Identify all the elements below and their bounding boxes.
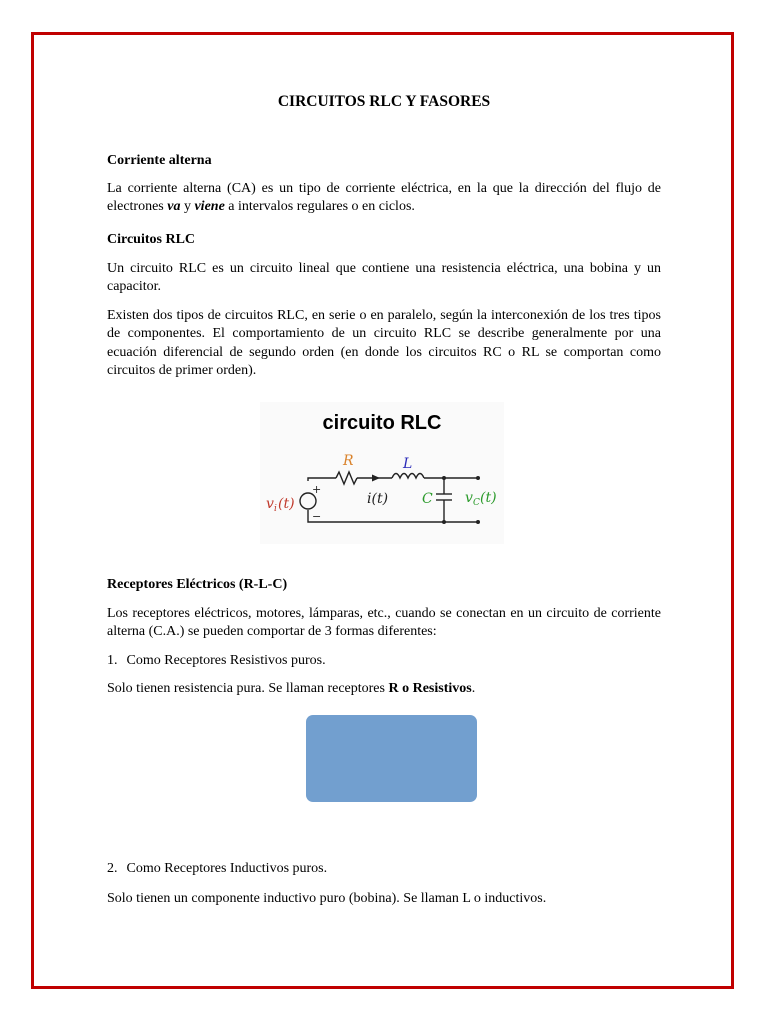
- current-arrow-icon: [372, 475, 380, 482]
- node-dot: [442, 476, 446, 480]
- paragraph-corriente-alterna: [107, 180, 661, 217]
- inductor-symbol: [392, 474, 424, 479]
- section-corriente-alterna: [107, 152, 661, 217]
- resistor-symbol: [336, 472, 357, 484]
- list-item-text: Como Receptores Inductivos puros.: [126, 861, 328, 876]
- label-resistor: R: [343, 453, 354, 469]
- heading-corriente-alterna: Corriente alterna: [107, 153, 212, 168]
- paragraph-receptores: Los receptores eléctricos, motores, lámparas, etc., cuando se conectan en un circuito de corriente alterna (C.A.) se pueden comportar de 3 formas diferentes:: [107, 605, 661, 639]
- list-item-text: Como Receptores Resistivos puros.: [126, 652, 326, 668]
- page-title: CIRCUITOS RLC Y FASORES: [277, 93, 491, 110]
- minus-sign: −: [312, 510, 322, 523]
- text-fragment: a intervalos regulares o en ciclos.: [224, 199, 415, 214]
- vc-subscript: C: [473, 498, 480, 508]
- vc-argument: (t): [480, 490, 497, 506]
- wire-bottom: [308, 510, 478, 522]
- section-receptores: [107, 576, 661, 699]
- vi-argument: (t): [278, 496, 295, 512]
- bold-resistivos: R o Resistivos: [388, 681, 472, 696]
- heading-receptores: Receptores Eléctricos (R-L-C): [107, 577, 288, 592]
- label-current: i(t): [367, 491, 389, 507]
- list-number: 2.: [107, 861, 118, 876]
- text-fragment: La corriente alterna (CA) es un tipo de corriente eléctrica, en la que la dirección del flujo de electrones: [107, 180, 661, 214]
- section-inductivos: [107, 860, 661, 908]
- text-fragment: .: [471, 681, 476, 696]
- node-dot: [442, 520, 446, 524]
- paragraph-rlc-types: Existen dos tipos de circuitos RLC, en serie o en paralelo, según la interconexión de los tres tipos de componentes. El comportamiento de un circuito RLC se describe generalmente por una ecuación diferencial de segundo orden (en donde los circuitos RC o RL se comportan como circuitos de primer orden).: [107, 307, 661, 378]
- vi-symbol: v: [266, 496, 274, 512]
- emphasis-viene: viene: [194, 199, 225, 214]
- rlc-circuit-figure: [260, 402, 504, 544]
- vi-subscript: i: [274, 504, 277, 514]
- vc-symbol: v: [465, 490, 473, 506]
- terminal-dot: [476, 476, 480, 480]
- label-source-voltage: [266, 496, 295, 514]
- list-item-1: [107, 652, 661, 671]
- plus-sign: +: [312, 483, 322, 496]
- label-capacitor: C: [422, 491, 433, 507]
- paragraph-resistivos: [107, 680, 661, 699]
- list-item-2: [107, 860, 661, 879]
- text-fragment: Solo tienen resistencia pura. Se llaman receptores: [107, 681, 389, 696]
- figure-title: circuito RLC: [322, 412, 442, 434]
- paragraph-rlc-definition: Un circuito RLC es un circuito lineal que contiene una resistencia eléctrica, una bobina y un capacitor.: [107, 260, 661, 294]
- list-number: 1.: [107, 652, 118, 668]
- label-capacitor-voltage: [465, 490, 497, 508]
- heading-circuitos-rlc: Circuitos RLC: [107, 232, 196, 247]
- wire-top-left: [308, 478, 336, 481]
- section-circuitos-rlc: [107, 231, 661, 381]
- rlc-circuit-diagram: [260, 402, 504, 544]
- placeholder-shape: [306, 715, 477, 802]
- paragraph-inductivos: Solo tienen un componente inductivo puro (bobina). Se llaman L o inductivos.: [107, 890, 547, 906]
- emphasis-va: va: [167, 199, 181, 214]
- text-fragment: y: [180, 199, 195, 214]
- label-inductor: L: [403, 456, 413, 472]
- terminal-dot: [476, 520, 480, 524]
